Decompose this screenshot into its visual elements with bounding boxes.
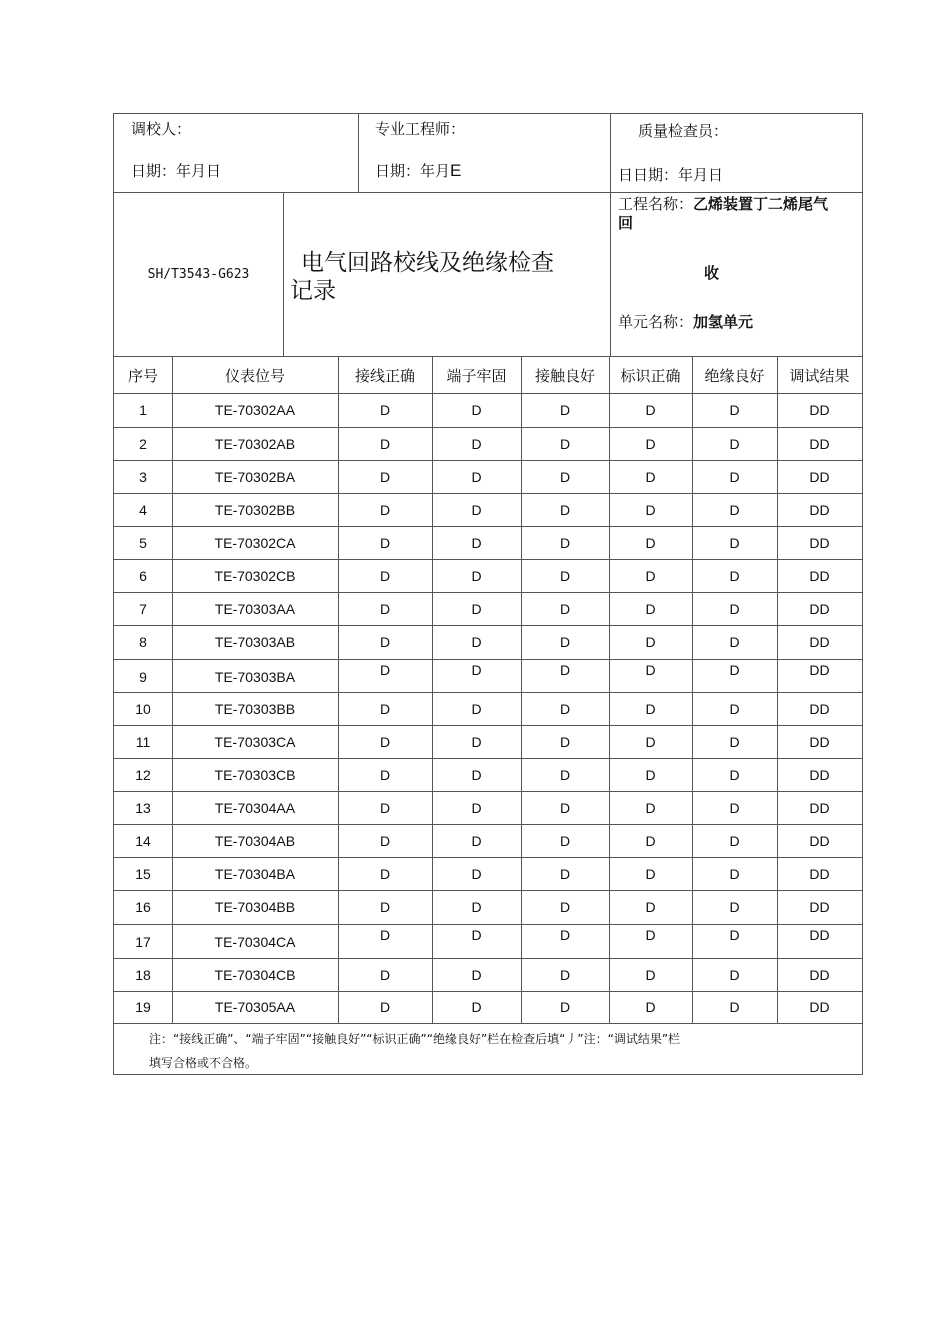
cell-insulation: D <box>729 535 740 551</box>
cell-index: 12 <box>135 767 151 783</box>
cell-result: DD <box>809 899 830 915</box>
inspector-date: 日日期：年月日 <box>618 166 724 184</box>
cell-wiring: D <box>379 402 391 418</box>
rule-line <box>114 791 862 792</box>
inspector-label: 质量检查员： <box>638 122 729 140</box>
cell-terminal: D <box>471 662 482 678</box>
cell-contact: D <box>559 701 571 717</box>
cell-index: 3 <box>139 469 147 485</box>
project-name-line2: 回 <box>618 214 634 232</box>
cell-index: 19 <box>135 999 151 1015</box>
column-header-label: 标识正确 <box>620 367 681 385</box>
cell-result: DD <box>809 866 830 882</box>
cell-tag: TE-70302AB <box>214 436 296 452</box>
rule-line <box>358 114 359 192</box>
rule-line <box>114 692 862 693</box>
rule-line <box>114 991 862 992</box>
form-title-line1: 电气回路校线及绝缘检查 <box>301 250 554 276</box>
cell-tag: TE-70304BA <box>214 866 296 882</box>
rule-line <box>114 1023 862 1024</box>
cell-index: 14 <box>135 833 151 849</box>
calibrator-label: 调校人： <box>131 120 192 138</box>
rule-line <box>521 356 522 1023</box>
rule-line <box>114 758 862 759</box>
cell-contact: D <box>559 502 571 518</box>
engineer-date: 日期：年月E <box>375 161 462 180</box>
cell-terminal: D <box>471 535 482 551</box>
cell-contact: D <box>559 535 571 551</box>
cell-tag: TE-70303CB <box>214 767 296 783</box>
cell-insulation: D <box>729 927 740 943</box>
cell-index: 11 <box>135 734 151 750</box>
cell-wiring: D <box>379 800 391 816</box>
cell-tag: TE-70302CA <box>214 535 296 551</box>
cell-result: DD <box>809 662 830 678</box>
cell-contact: D <box>559 899 571 915</box>
cell-insulation: D <box>729 469 740 485</box>
cell-result: DD <box>809 767 830 783</box>
cell-index: 13 <box>135 800 151 816</box>
rule-line <box>692 356 693 1023</box>
cell-terminal: D <box>471 967 482 983</box>
cell-tag: TE-70305AA <box>214 999 296 1015</box>
cell-insulation: D <box>729 734 740 750</box>
rule-line <box>114 890 862 891</box>
cell-insulation: D <box>729 800 740 816</box>
cell-result: DD <box>809 999 830 1015</box>
cell-label: D <box>645 927 656 943</box>
cell-contact: D <box>559 999 571 1015</box>
cell-insulation: D <box>729 967 740 983</box>
cell-index: 7 <box>139 601 147 617</box>
cell-label: D <box>645 601 656 617</box>
cell-tag: TE-70303BA <box>214 669 296 685</box>
cell-wiring: D <box>379 568 391 584</box>
cell-wiring: D <box>379 535 391 551</box>
cell-terminal: D <box>471 800 482 816</box>
cell-index: 2 <box>139 436 147 452</box>
cell-terminal: D <box>471 634 482 650</box>
cell-wiring: D <box>379 866 391 882</box>
cell-index: 8 <box>139 634 147 650</box>
engineer-label: 专业工程师： <box>375 120 466 138</box>
cell-result: DD <box>809 402 830 418</box>
cell-terminal: D <box>471 469 482 485</box>
cell-tag: TE-70302CB <box>214 568 296 584</box>
cell-tag: TE-70303CA <box>214 734 296 750</box>
cell-terminal: D <box>471 402 482 418</box>
cell-insulation: D <box>729 866 740 882</box>
cell-insulation: D <box>729 833 740 849</box>
column-header-insulation: 绝缘良好 <box>704 367 765 385</box>
rule-line <box>609 356 610 1023</box>
cell-contact: D <box>559 833 571 849</box>
rule-line <box>114 857 862 858</box>
cell-terminal: D <box>471 502 482 518</box>
cell-tag: TE-70302BB <box>214 502 296 518</box>
cell-terminal: D <box>471 701 482 717</box>
cell-index: 4 <box>139 502 147 518</box>
cell-tag: TE-70304CA <box>214 934 296 950</box>
cell-result: DD <box>809 502 830 518</box>
cell-wiring: D <box>379 999 391 1015</box>
cell-label: D <box>645 701 656 717</box>
rule-line <box>114 625 862 626</box>
cell-wiring: D <box>379 899 391 915</box>
rule-line <box>114 559 862 560</box>
rule-line <box>114 725 862 726</box>
cell-wiring: D <box>379 967 391 983</box>
rule-line <box>114 958 862 959</box>
cell-contact: D <box>559 662 571 678</box>
project-name-line3: 收 <box>704 264 720 282</box>
cell-label: D <box>645 967 656 983</box>
cell-insulation: D <box>729 634 740 650</box>
cell-contact: D <box>559 734 571 750</box>
cell-contact: D <box>559 601 571 617</box>
rule-line <box>283 192 284 356</box>
cell-label: D <box>645 535 656 551</box>
cell-wiring: D <box>379 634 391 650</box>
calibrator-date: 日期：年月日 <box>131 162 222 180</box>
cell-contact: D <box>559 967 571 983</box>
cell-label: D <box>645 866 656 882</box>
cell-insulation: D <box>729 999 740 1015</box>
column-header-result: 调试结果 <box>789 367 850 385</box>
cell-wiring: D <box>379 927 391 943</box>
rule-line <box>114 393 862 394</box>
cell-insulation: D <box>729 701 740 717</box>
cell-contact: D <box>559 767 571 783</box>
cell-wiring: D <box>379 662 391 678</box>
cell-index: 15 <box>135 866 151 882</box>
cell-label: D <box>645 436 656 452</box>
cell-terminal: D <box>471 568 482 584</box>
cell-terminal: D <box>471 436 482 452</box>
rule-line <box>172 356 173 1023</box>
cell-index: 1 <box>139 402 147 418</box>
rule-line <box>114 493 862 494</box>
cell-contact: D <box>559 436 571 452</box>
unit-name: 单元名称：加氢单元 <box>618 313 754 331</box>
cell-tag: TE-70304AA <box>214 800 296 816</box>
note-line-1: 注：“接线正确”、“端子牢固”“接触良好”“标识正确”“绝缘良好”栏在检查后填“丿”注：“调试结果”栏 <box>149 1032 681 1046</box>
column-header-index: 序号 <box>127 367 158 385</box>
cell-label: D <box>645 634 656 650</box>
cell-wiring: D <box>379 502 391 518</box>
cell-tag: TE-70304AB <box>214 833 296 849</box>
cell-index: 10 <box>135 701 151 717</box>
cell-terminal: D <box>471 999 482 1015</box>
cell-result: DD <box>809 568 830 584</box>
cell-result: DD <box>809 601 830 617</box>
cell-terminal: D <box>471 767 482 783</box>
cell-index: 9 <box>139 669 147 685</box>
cell-contact: D <box>559 469 571 485</box>
cell-wiring: D <box>379 701 391 717</box>
note-line-2: 填写合格或不合格。 <box>149 1056 258 1070</box>
cell-result: DD <box>809 800 830 816</box>
column-header-contact: 接触良好 <box>534 367 595 385</box>
cell-insulation: D <box>729 568 740 584</box>
cell-label: D <box>645 999 656 1015</box>
rule-line <box>114 356 862 357</box>
cell-tag: TE-70303AB <box>214 634 296 650</box>
cell-label: D <box>645 734 656 750</box>
cell-label: D <box>645 402 656 418</box>
cell-wiring: D <box>379 767 391 783</box>
cell-wiring: D <box>379 469 391 485</box>
rule-line <box>114 526 862 527</box>
cell-result: DD <box>809 535 830 551</box>
cell-tag: TE-70304BB <box>214 899 296 915</box>
cell-insulation: D <box>729 601 740 617</box>
cell-result: DD <box>809 734 830 750</box>
cell-wiring: D <box>379 601 391 617</box>
cell-index: 6 <box>139 568 147 584</box>
rule-line <box>114 427 862 428</box>
rule-line <box>338 356 339 1023</box>
cell-tag: TE-70303AA <box>214 601 296 617</box>
cell-result: DD <box>809 634 830 650</box>
cell-wiring: D <box>379 436 391 452</box>
cell-label: D <box>645 833 656 849</box>
cell-tag: TE-70302AA <box>214 402 296 418</box>
cell-terminal: D <box>471 734 482 750</box>
cell-contact: D <box>559 927 571 943</box>
cell-result: DD <box>809 967 830 983</box>
rule-line <box>114 924 862 925</box>
cell-terminal: D <box>471 833 482 849</box>
cell-index: 16 <box>135 899 151 915</box>
cell-terminal: D <box>471 899 482 915</box>
cell-result: DD <box>809 927 830 943</box>
column-header-tag: 仪表位号 <box>224 367 285 385</box>
cell-index: 5 <box>139 535 147 551</box>
rule-line <box>114 824 862 825</box>
cell-label: D <box>645 899 656 915</box>
cell-insulation: D <box>729 899 740 915</box>
cell-label: D <box>645 800 656 816</box>
cell-wiring: D <box>379 734 391 750</box>
cell-result: DD <box>809 436 830 452</box>
project-name: 工程名称：乙烯装置丁二烯尾气 <box>618 195 829 213</box>
cell-insulation: D <box>729 402 740 418</box>
rule-line <box>114 460 862 461</box>
cell-label: D <box>645 662 656 678</box>
form-title-line2: 记录 <box>290 278 336 304</box>
cell-label: D <box>645 767 656 783</box>
cell-label: D <box>645 502 656 518</box>
cell-contact: D <box>559 866 571 882</box>
cell-insulation: D <box>729 436 740 452</box>
rule-line <box>432 356 433 1023</box>
cell-tag: TE-70303BB <box>214 701 296 717</box>
cell-contact: D <box>559 634 571 650</box>
cell-terminal: D <box>471 601 482 617</box>
rule-line <box>610 114 611 356</box>
cell-result: DD <box>809 469 830 485</box>
cell-insulation: D <box>729 502 740 518</box>
cell-index: 17 <box>135 934 151 950</box>
cell-result: DD <box>809 701 830 717</box>
cell-label: D <box>645 469 656 485</box>
rule-line <box>114 659 862 660</box>
cell-contact: D <box>559 402 571 418</box>
cell-contact: D <box>559 568 571 584</box>
table-note <box>149 1027 859 1075</box>
cell-result: DD <box>809 833 830 849</box>
cell-tag: TE-70304CB <box>214 967 296 983</box>
cell-wiring: D <box>379 833 391 849</box>
rule-line <box>114 592 862 593</box>
form-code: SH/T3543-G623 <box>147 267 250 282</box>
cell-tag: TE-70302BA <box>214 469 296 485</box>
cell-terminal: D <box>471 866 482 882</box>
record-form <box>113 113 863 1075</box>
rule-line <box>114 192 862 193</box>
cell-insulation: D <box>729 662 740 678</box>
rule-line <box>777 356 778 1023</box>
cell-insulation: D <box>729 767 740 783</box>
cell-label: D <box>645 568 656 584</box>
cell-contact: D <box>559 800 571 816</box>
cell-terminal: D <box>471 927 482 943</box>
column-header-wiring: 接线正确 <box>354 367 415 385</box>
column-header-terminal: 端子牢固 <box>446 367 507 385</box>
cell-index: 18 <box>135 967 151 983</box>
